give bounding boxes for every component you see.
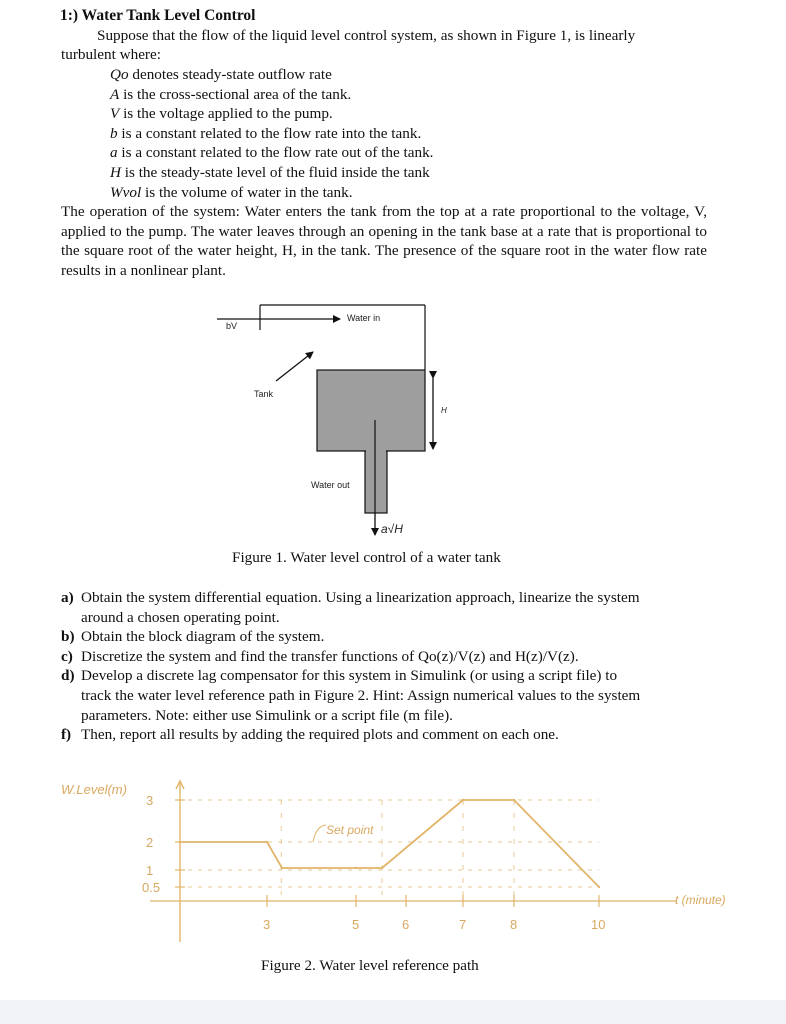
intro-line-1: Suppose that the flow of the liquid level control system, as shown in Figure 1, is linearly	[97, 27, 636, 44]
x-tick-label: 6	[402, 917, 410, 932]
x-tick-label: 5	[352, 917, 360, 932]
reference-path-point	[281, 867, 283, 869]
chart-y-axis-label: W.Level(m)	[61, 782, 127, 797]
question-c: c) Discretize the system and find the transfer functions of Qo(z)/V(z) and H(z)/V(z).	[61, 647, 579, 665]
reference-path-point	[355, 867, 357, 869]
section-title: 1:) Water Tank Level Control	[60, 7, 256, 24]
page-footer-strip	[0, 1000, 786, 1024]
reference-path-point	[381, 867, 383, 869]
figure-1-caption: Figure 1. Water level control of a water tank	[232, 549, 501, 566]
figure-2-reference-path-chart	[0, 770, 786, 950]
question-b: b) Obtain the block diagram of the system.	[61, 628, 325, 646]
definition-v: V is the voltage applied to the pump.	[110, 105, 333, 123]
label-bv: bV	[226, 321, 238, 331]
x-tick-label: 7	[459, 917, 467, 932]
x-tick-label: 3	[263, 917, 271, 932]
question-d: d) Develop a discrete lag compensator for this system in Simulink (or using a script file) to track the water level reference path in Figure 2. Hint: Assign numerical values to the system parameters. Note: either use Simulink or a script file (m file).	[61, 667, 641, 724]
tank-pointer-arrow	[276, 352, 313, 381]
figure-2-caption: Figure 2. Water level reference path	[261, 957, 479, 974]
y-tick-label: 3	[146, 793, 154, 808]
label-tank: Tank	[254, 389, 274, 399]
tank-water	[317, 370, 425, 451]
label-outflow: a√H	[381, 522, 403, 536]
x-tick-label: 10	[591, 917, 606, 932]
label-water-out: Water out	[311, 480, 350, 490]
definitions-list	[110, 65, 433, 202]
label-water-in: Water in	[347, 313, 381, 323]
chart-set-point-annotation: Set point	[326, 823, 374, 837]
intro-line-2: turbulent where:	[61, 46, 161, 63]
y-tick-label: 0.5	[142, 880, 161, 895]
reference-path-line	[180, 800, 599, 887]
definition-b: b is a constant related to the flow rate into the tank.	[110, 124, 422, 142]
reference-path-point	[513, 799, 515, 801]
reference-path-point	[266, 841, 268, 843]
reference-path-point	[598, 886, 600, 888]
definition-wvol: Wvol is the volume of water in the tank.	[110, 183, 353, 201]
reference-path-point	[179, 841, 181, 843]
chart-x-axis-label: t (minute)	[675, 893, 726, 907]
outlet-pipe	[365, 451, 387, 513]
y-tick-label: 1	[146, 863, 154, 878]
reference-path-point	[462, 799, 464, 801]
definition-qo: Qo denotes steady-state outflow rate	[110, 66, 332, 83]
figure-1-tank-diagram	[0, 295, 786, 545]
definition-a-constant: a is a constant related to the flow rate out of the tank.	[110, 144, 434, 162]
questions-list	[61, 588, 721, 745]
x-tick-label: 8	[510, 917, 518, 932]
question-a: a) Obtain the system differential equation. Using a linearization approach, linearize the system around a chosen operating point.	[61, 589, 640, 626]
definition-a-area: A is the cross-sectional area of the tank.	[110, 85, 352, 103]
definition-h: H is the steady-state level of the fluid inside the tank	[110, 163, 430, 181]
operation-paragraph: The operation of the system: Water enters the tank from the top at a rate proportional to the voltage, V, applied to the pump. The water leaves through an opening in the tank base at a rate that is proportional to the square root of the water height, H, in the tank. The presence of the square root in the water flow rate results in a nonlinear plant.	[61, 203, 707, 279]
label-h: H	[441, 406, 447, 415]
y-tick-label: 2	[146, 835, 154, 850]
set-point-pointer	[313, 825, 326, 842]
question-f: f) Then, report all results by adding the required plots and comment on each one.	[61, 726, 559, 744]
